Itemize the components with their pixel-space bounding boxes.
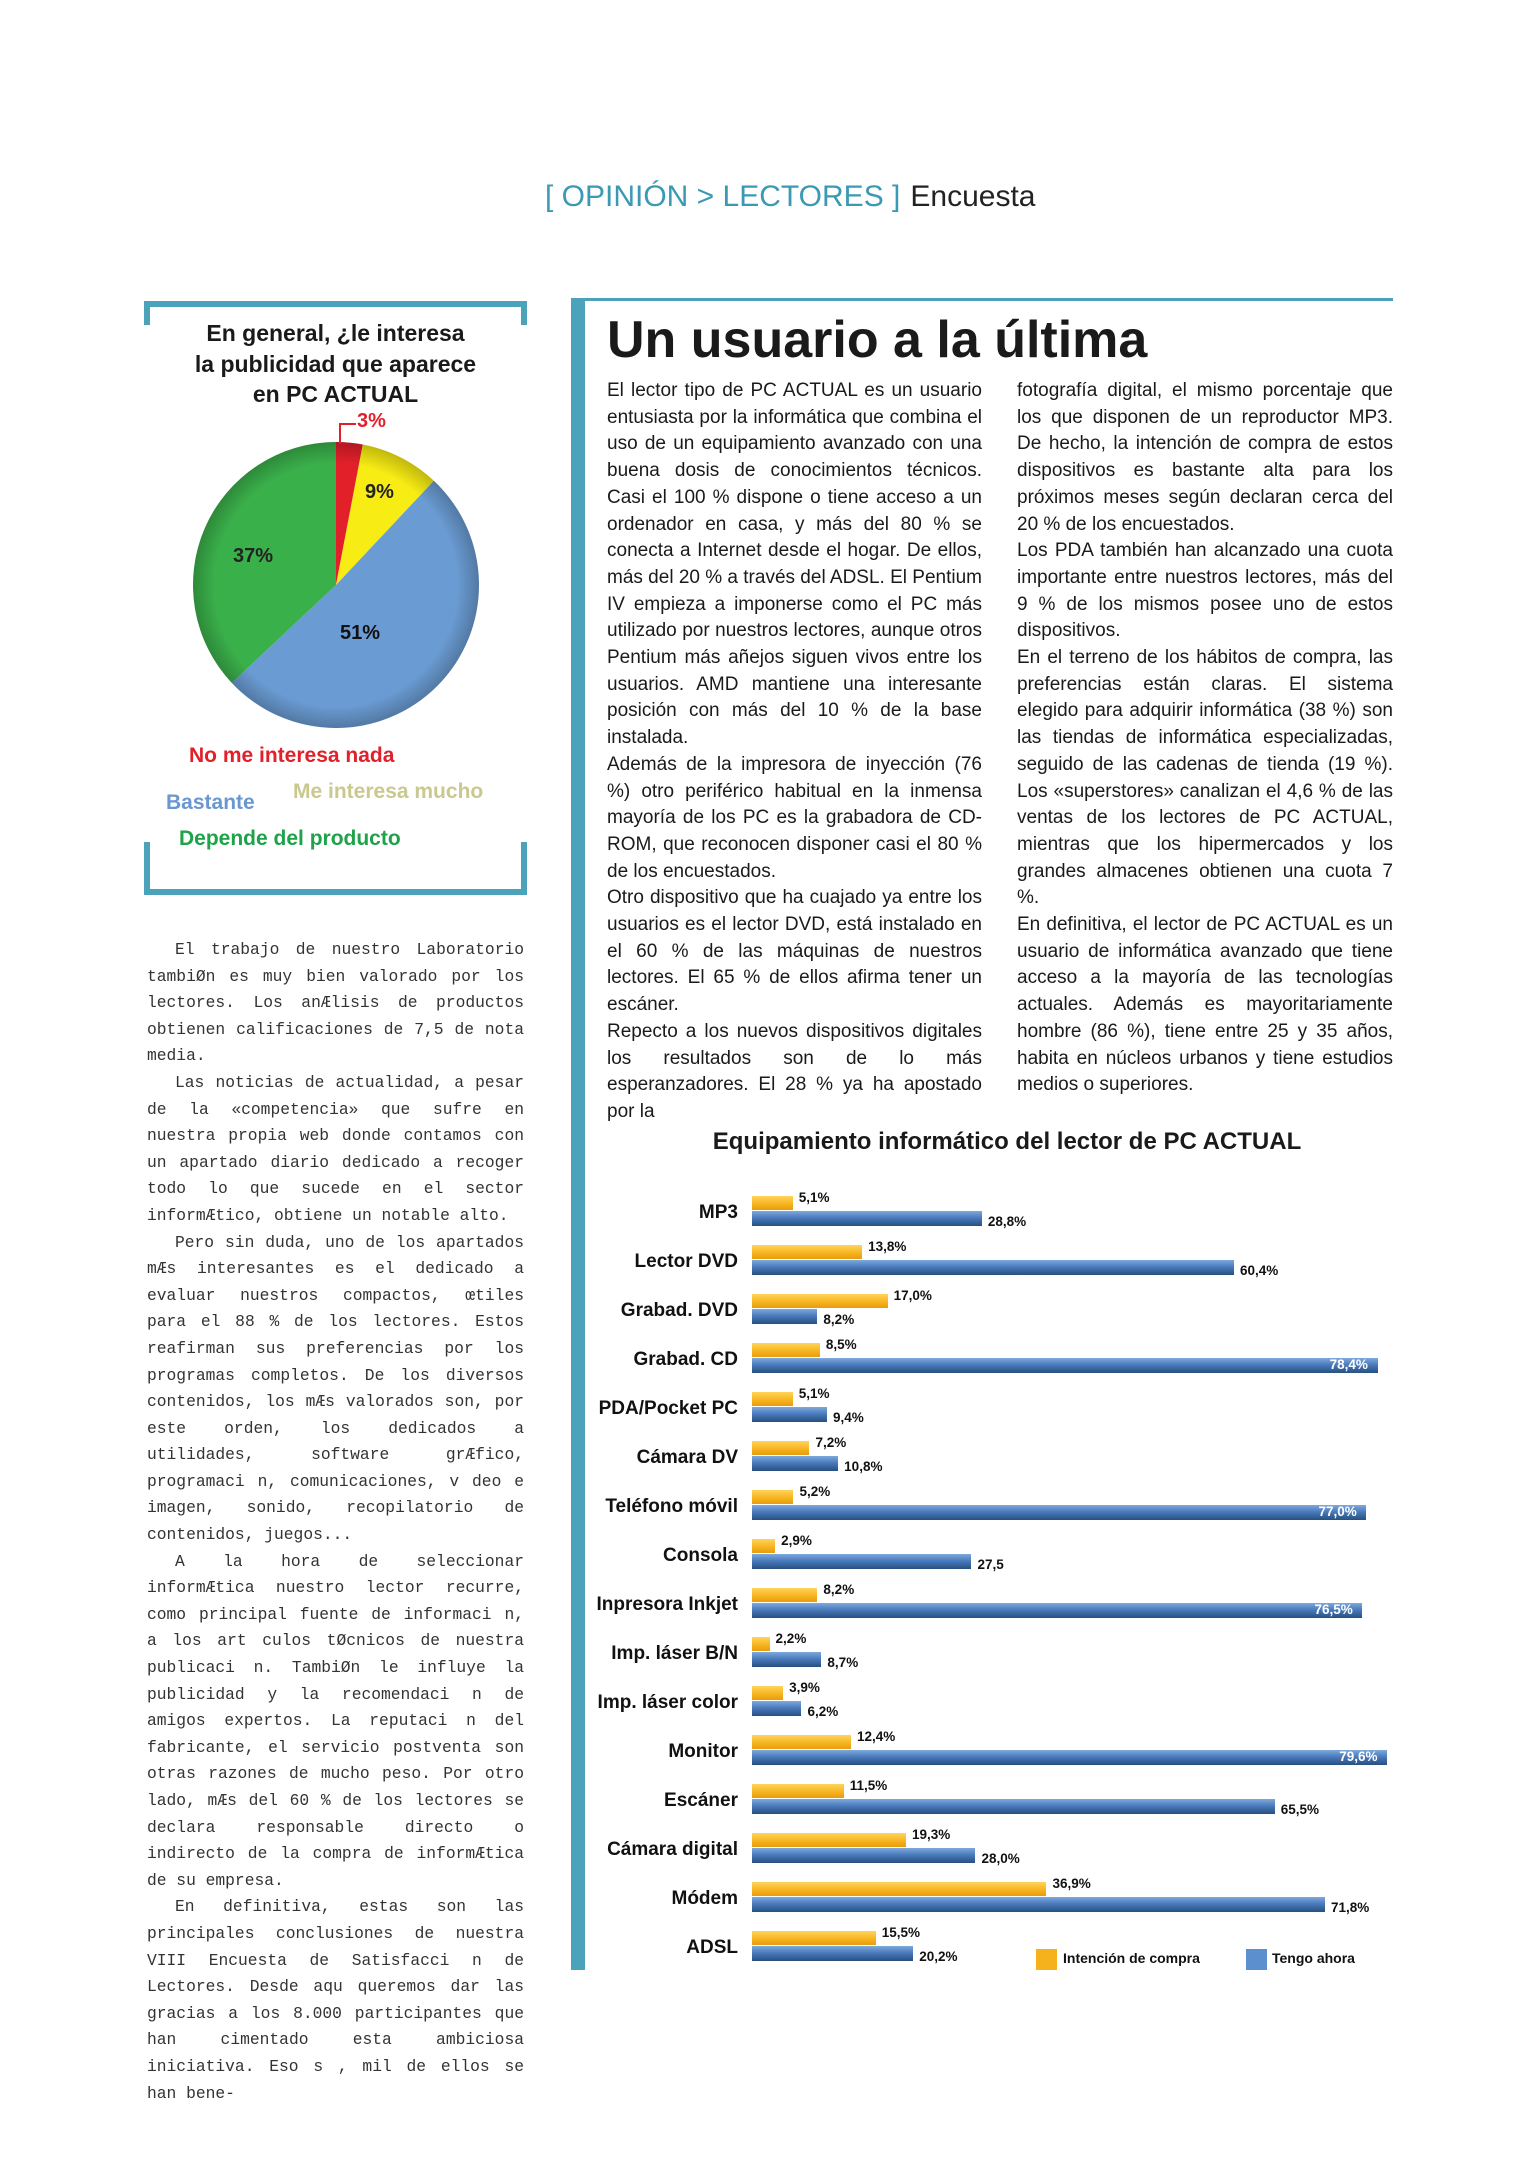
value-label-intencion: 17,0%: [893, 1288, 932, 1303]
value-label-tengo: 65,5%: [1280, 1802, 1319, 1817]
category-label: PDA/Pocket PC: [598, 1398, 738, 1419]
legend-swatch-intencion: [1036, 1949, 1057, 1970]
bar-tengo-ahora: [752, 1260, 1234, 1275]
paragraph: Las noticias de actualidad, a pesar de la «competencia» que sufre en nuestra propia web donde contamos con un apartado diario dedicado a recoger todo lo que sucede en el sector informÆtico, obtiene un notable alto.: [147, 1072, 524, 1225]
value-label-intencion: 5,1%: [798, 1190, 830, 1205]
bar-intencion-compra: [752, 1392, 793, 1406]
paragraph: En definitiva, el lector de PC ACTUAL es un usuario de informática avanzado que tiene acceso a la mayoría de las tecnologías actuales. Además es mayoritariamente hombre (86 %), tiene entre 25 y 35 años, habita en núcleos urbanos y tiene estudios medios o superiores.: [1017, 914, 1393, 1096]
value-label-tengo: 20,2%: [919, 1949, 958, 1964]
bar-intencion-compra: [752, 1882, 1046, 1896]
value-label-tengo: 8,7%: [827, 1655, 859, 1670]
category-label: Grabad. DVD: [620, 1300, 738, 1321]
value-label-intencion: 15,5%: [881, 1925, 920, 1940]
paragraph: fotografía digital, el mismo porcentaje que los que disponen de un reproductor MP3. De hecho, la intención de compra de estos dispositivos es bastante alta para los próximos meses según declaran cerca del 20 % de los encuestados.: [1017, 380, 1393, 535]
value-label-intencion: 5,1%: [798, 1386, 830, 1401]
legend-bastante: Bastante: [166, 791, 255, 814]
bar-intencion-compra: [752, 1735, 851, 1749]
value-label-tengo: 79,6%: [1339, 1749, 1378, 1764]
value-label-intencion: 12,4%: [856, 1729, 896, 1744]
pie-label-no-interesa: 3%: [357, 410, 386, 432]
legend-label-tengo: Tengo ahora: [1272, 1950, 1355, 1966]
bar-intencion-compra: [752, 1196, 793, 1210]
category-label: Consola: [663, 1545, 738, 1566]
bar-intencion-compra: [752, 1343, 820, 1357]
bar-tengo-ahora: [752, 1848, 975, 1863]
value-label-tengo: 78,4%: [1329, 1357, 1368, 1372]
bar-tengo-ahora: [752, 1603, 1362, 1618]
value-label-tengo: 71,8%: [1330, 1900, 1370, 1915]
value-label-intencion: 7,2%: [815, 1435, 847, 1450]
bar-intencion-compra: [752, 1294, 888, 1308]
bar-tengo-ahora: [752, 1652, 821, 1667]
bar-chart-title: Equipamiento informático del lector de PC ACTUAL: [712, 1128, 1302, 1155]
value-label-tengo: 27,5: [977, 1557, 1004, 1572]
value-label-intencion: 5,2%: [799, 1484, 831, 1499]
bar-tengo-ahora: [752, 1799, 1275, 1814]
category-label: Teléfono móvil: [605, 1496, 738, 1517]
bar-tengo-ahora: [752, 1701, 801, 1716]
value-label-tengo: 9,4%: [833, 1410, 864, 1425]
bar-tengo-ahora: [752, 1309, 817, 1324]
value-label-intencion: 2,9%: [781, 1533, 812, 1548]
bar-intencion-compra: [752, 1833, 906, 1847]
category-label: MP3: [698, 1202, 738, 1223]
category-label: Lector DVD: [634, 1251, 738, 1272]
category-label: Imp. láser B/N: [611, 1643, 738, 1664]
value-label-tengo: 28,0%: [981, 1851, 1020, 1866]
paragraph: A la hora de seleccionar informÆtica nuestro lector recurre, como principal fuente de informaci n, a los art culos tØcnicos de nuestra publicaci n. TambiØn le influye la publicidad y la recomendaci n de amigos expertos. La reputaci n del fabricante, el servicio postventa son otras razones de mucho peso. Por otro lado, mÆs del 60 % de los lectores se declara responsable directo o indirecto de la compra de informÆtica de su empresa.: [147, 1551, 524, 1890]
paragraph: Pero sin duda, uno de los apartados mÆs interesantes es el dedicado a evaluar nuestros compactos, œtiles para el 88 % de los lectores. Estos reafirman sus preferencias por los programas completos. De los diversos contenidos, los mÆs valorados son, por este orden, los dedicados a utilidades, software grÆfico, programaci n, comunicaciones, v deo e imagen, sonido, recopilatorio de contenidos, juegos...: [147, 1232, 524, 1545]
legend-label-intencion: Intención de compra: [1063, 1950, 1200, 1966]
legend-mucho: Me interesa mucho: [293, 780, 484, 803]
bar-tengo-ahora: [752, 1358, 1378, 1373]
value-label-intencion: 19,3%: [912, 1827, 951, 1842]
pie-title-line: la publicidad que aparece: [194, 350, 477, 377]
value-label-intencion: 8,2%: [823, 1582, 855, 1597]
bar-tengo-ahora: [752, 1211, 982, 1226]
category-label: Escáner: [664, 1790, 738, 1811]
bar-intencion-compra: [752, 1245, 862, 1259]
value-label-intencion: 11,5%: [849, 1778, 888, 1793]
value-label-tengo: 8,2%: [823, 1312, 855, 1327]
bar-intencion-compra: [752, 1686, 783, 1700]
bar-tengo-ahora: [752, 1407, 827, 1422]
value-label-tengo: 60,4%: [1239, 1263, 1279, 1278]
paragraph: Además de la impresora de inyección (76 %) otro periférico habitual en la inmensa mayoría de los PC es la grabadora de CD-ROM, que reconocen disponer casi el 80 % de los encuestados.: [607, 753, 982, 882]
legend-depende: Depende del producto: [179, 827, 401, 850]
bar-intencion-compra: [752, 1637, 770, 1651]
category-label: Cámara digital: [607, 1839, 738, 1860]
value-label-tengo: 6,2%: [807, 1704, 839, 1719]
category-label: Grabad. CD: [633, 1349, 738, 1370]
paragraph: Repecto a los nuevos dispositivos digitales los resultados son de lo más esperanzadores. El 28 % ya ha apostado por la: [607, 1020, 982, 1122]
pie-label-depende: 37%: [233, 545, 274, 567]
bar-intencion-compra: [752, 1539, 775, 1553]
value-label-tengo: 77,0%: [1318, 1504, 1357, 1519]
pie-title-line: En general, ¿le interesa: [206, 320, 465, 346]
section-subtitle: Encuesta: [910, 180, 1036, 213]
category-label: ADSL: [686, 1937, 738, 1958]
value-label-tengo: 10,8%: [844, 1459, 883, 1474]
pie-title-line: en PC ACTUAL: [252, 381, 419, 407]
bar-tengo-ahora: [752, 1456, 838, 1471]
article-title: Un usuario a la última: [607, 311, 1148, 369]
category-label: Imp. láser color: [597, 1692, 738, 1713]
paragraph: En definitiva, estas son las principales conclusiones de nuestra VIII Encuesta de Satisfacci n de Lectores. Desde aqu queremos dar las gracias a los 8.000 participantes que han cimentado esta ambiciosa iniciativa. Eso s , mil de ellos se han bene-: [147, 1897, 524, 2103]
value-label-tengo: 28,8%: [987, 1214, 1027, 1229]
bar-intencion-compra: [752, 1490, 793, 1504]
bar-tengo-ahora: [752, 1897, 1325, 1912]
bar-intencion-compra: [752, 1931, 876, 1945]
value-label-intencion: 13,8%: [868, 1239, 907, 1254]
paragraph: Los PDA también han alcanzado una cuota importante entre nuestros lectores, más del 9 % de los mismos posee uno de estos dispositivos.: [1017, 540, 1393, 642]
value-label-intencion: 3,9%: [789, 1680, 820, 1695]
value-label-tengo: 76,5%: [1314, 1602, 1353, 1617]
value-label-intencion: 36,9%: [1052, 1876, 1091, 1891]
pie-label-bastante: 51%: [340, 622, 381, 644]
section-breadcrumb: [ OPINIÓN > LECTORES ]: [545, 180, 901, 213]
paragraph: En el terreno de los hábitos de compra, las preferencias están claras. El sistema elegido para adquirir informática (38 %) son las tiendas de informática especializadas, seguido de las cadenas de tienda (19 %). Los «superstores» canalizan el 4,6 % de las ventas de los lectores de PC ACTUAL, mientras que los hipermercados y los grandes almacenes obtienen una cuota 7 %.: [1017, 647, 1393, 909]
value-label-intencion: 8,5%: [825, 1337, 857, 1352]
bar-intencion-compra: [752, 1588, 817, 1602]
paragraph: El trabajo de nuestro Laboratorio tambiØn es muy bien valorado por los lectores. Los anÆlisis de productos obtienen calificaciones de 7,5 de nota media.: [147, 940, 524, 1066]
category-label: Módem: [671, 1888, 738, 1909]
bar-tengo-ahora: [752, 1946, 913, 1961]
bar-intencion-compra: [752, 1441, 809, 1455]
paragraph: Otro dispositivo que ha cuajado ya entre los usuarios es el lector DVD, está instalado en el 60 % de las máquinas de nuestros lectores. El 65 % de ellos afirma tener un escáner.: [607, 887, 982, 1016]
value-label-intencion: 2,2%: [775, 1631, 807, 1646]
category-label: Inpresora Inkjet: [596, 1594, 738, 1615]
bar-tengo-ahora: [752, 1554, 971, 1569]
paragraph: El lector tipo de PC ACTUAL es un usuario entusiasta por la informática que combina el uso de un equipamiento avanzado con una buena dosis de conocimientos técnicos. Casi el 100 % dispone o tiene acceso a un ordenador en casa, y más del 80 % se conecta a Internet desde el hogar. De ellos, más del 20 % a través del ADSL. El Pentium IV empieza a imponerse como el PC más utilizado por nuestros lectores, aunque otros Pentium más añejos siguen vivos entre los usuarios. AMD mantiene una interesante posición con más del 10 % de la base instalada.: [607, 380, 982, 749]
bar-tengo-ahora: [752, 1505, 1366, 1520]
legend-no-interesa: No me interesa nada: [189, 744, 395, 767]
bar-tengo-ahora: [752, 1750, 1387, 1765]
legend-swatch-tengo: [1246, 1949, 1267, 1970]
pie-label-mucho: 9%: [365, 481, 394, 503]
bar-intencion-compra: [752, 1784, 844, 1798]
category-label: Cámara DV: [636, 1447, 738, 1468]
category-label: Monitor: [668, 1741, 738, 1762]
